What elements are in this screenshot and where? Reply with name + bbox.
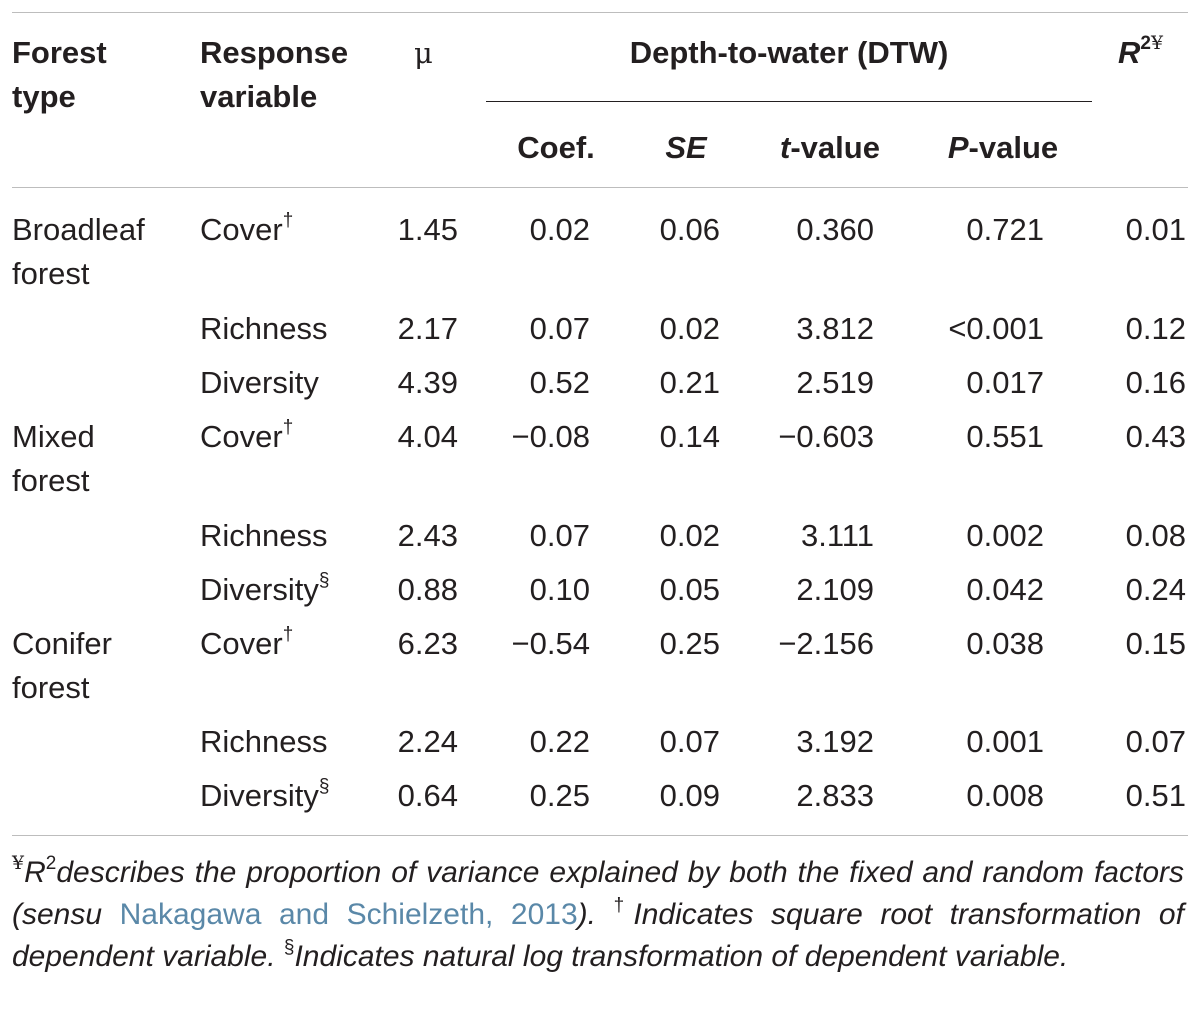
cell-mu: 4.39	[397, 365, 458, 400]
response-variable-text: Cover	[200, 212, 283, 247]
header-forest-type: Forest type	[12, 35, 107, 114]
cell-response-variable	[200, 415, 293, 459]
header-p-rest: -value	[968, 130, 1059, 165]
response-variable-text: Diversity	[200, 572, 319, 607]
header-t-value	[760, 126, 900, 170]
header-p-italic: P	[947, 130, 969, 165]
citation-link[interactable]: Nakagawa and Schielzeth, 2013	[119, 898, 578, 931]
transformation-mark: †	[282, 210, 294, 231]
response-variable-text: Richness	[200, 518, 328, 553]
cell-mu: 2.24	[397, 724, 458, 759]
forest-type-line: Broadleaf	[12, 212, 145, 247]
cell-coef: −0.54	[511, 626, 590, 661]
dtw-group-rule	[486, 101, 1092, 102]
transformation-mark: §	[318, 776, 330, 797]
footnote-text-1: describes the proportion of variance explained by both the fixed and random factors (sensu	[12, 856, 1184, 931]
footnote-r: R	[24, 856, 46, 889]
cell-coef: 0.22	[529, 724, 590, 759]
forest-type-line: forest	[12, 256, 90, 291]
cell-t-value: −0.603	[778, 419, 874, 454]
header-response-variable: Response variable	[200, 35, 349, 114]
header-se: SE	[665, 130, 707, 165]
cell-mu: 6.23	[397, 626, 458, 661]
header-r2-exp: 2	[1140, 33, 1151, 54]
cell-coef: 0.07	[529, 311, 590, 346]
transformation-mark: †	[282, 417, 294, 438]
table-footnote	[12, 852, 1184, 978]
cell-r2: 0.51	[1125, 778, 1186, 813]
header-t-italic: t	[780, 130, 791, 165]
cell-t-value: −2.156	[778, 626, 874, 661]
forest-type-line: forest	[12, 670, 90, 705]
cell-response-variable	[200, 622, 293, 666]
cell-mu: 4.04	[397, 419, 458, 454]
transformation-mark: †	[282, 624, 294, 645]
cell-r2: 0.01	[1125, 212, 1186, 247]
cell-forest-type	[12, 415, 95, 503]
cell-response-variable	[200, 208, 293, 252]
cell-p-value: 0.001	[966, 724, 1044, 759]
cell-t-value: 3.192	[796, 724, 874, 759]
cell-mu: 0.64	[397, 778, 458, 813]
cell-se: 0.05	[659, 572, 720, 607]
cell-r2: 0.08	[1125, 518, 1186, 553]
header-coef: Coef.	[517, 130, 595, 165]
header-p-value	[930, 126, 1076, 170]
response-variable-text: Richness	[200, 724, 328, 759]
cell-t-value: 3.111	[801, 518, 874, 553]
cell-t-value: 3.812	[796, 311, 874, 346]
header-bottom-rule	[12, 187, 1188, 188]
cell-forest-type	[12, 622, 112, 710]
cell-se: 0.07	[659, 724, 720, 759]
header-r2-r: R	[1118, 35, 1141, 70]
cell-p-value: 0.008	[966, 778, 1044, 813]
response-variable-text: Diversity	[200, 365, 319, 400]
cell-p-value: 0.002	[966, 518, 1044, 553]
cell-mu: 2.17	[397, 311, 458, 346]
cell-response-variable	[200, 361, 319, 405]
cell-coef: 0.07	[529, 518, 590, 553]
cell-se: 0.06	[659, 212, 720, 247]
cell-t-value: 2.109	[796, 572, 874, 607]
cell-r2: 0.24	[1125, 572, 1186, 607]
cell-r2: 0.07	[1125, 724, 1186, 759]
cell-se: 0.21	[659, 365, 720, 400]
cell-mu: 1.45	[397, 212, 458, 247]
header-dtw-group: Depth-to-water (DTW)	[629, 35, 949, 70]
cell-se: 0.25	[659, 626, 720, 661]
cell-p-value: 0.721	[966, 212, 1044, 247]
cell-mu: 2.43	[397, 518, 458, 553]
cell-se: 0.09	[659, 778, 720, 813]
cell-se: 0.02	[659, 311, 720, 346]
cell-r2: 0.43	[1125, 419, 1186, 454]
cell-p-value: <0.001	[948, 311, 1044, 346]
forest-type-line: Mixed	[12, 419, 95, 454]
header-r2-yen-mark: ¥	[1150, 32, 1164, 54]
footnote-dagger-mark: †	[613, 895, 634, 916]
cell-mu: 0.88	[397, 572, 458, 607]
cell-response-variable	[200, 514, 328, 558]
footnote-text-3: Indicates square root transformation of dependent variable.	[12, 898, 1184, 973]
cell-response-variable	[200, 307, 328, 351]
header-mu: μ	[414, 36, 433, 70]
cell-response-variable	[200, 720, 328, 764]
forest-type-line: forest	[12, 463, 90, 498]
forest-type-line: Conifer	[12, 626, 112, 661]
cell-t-value: 0.360	[796, 212, 874, 247]
cell-coef: −0.08	[511, 419, 590, 454]
cell-se: 0.02	[659, 518, 720, 553]
cell-response-variable	[200, 568, 329, 612]
cell-p-value: 0.551	[966, 419, 1044, 454]
footnote-text-4: Indicates natural log transformation of dependent variable.	[294, 940, 1069, 973]
response-variable-text: Richness	[200, 311, 328, 346]
cell-t-value: 2.833	[796, 778, 874, 813]
response-variable-text: Diversity	[200, 778, 319, 813]
cell-response-variable	[200, 774, 329, 818]
cell-coef: 0.10	[529, 572, 590, 607]
cell-t-value: 2.519	[796, 365, 874, 400]
footnote-text-2: ).	[577, 898, 614, 931]
cell-r2: 0.16	[1125, 365, 1186, 400]
cell-r2: 0.15	[1125, 626, 1186, 661]
cell-r2: 0.12	[1125, 311, 1186, 346]
footnote-r-exp: 2	[45, 853, 57, 874]
cell-coef: 0.02	[529, 212, 590, 247]
transformation-mark: §	[318, 570, 330, 591]
response-variable-text: Cover	[200, 626, 283, 661]
cell-forest-type	[12, 208, 145, 296]
cell-p-value: 0.042	[966, 572, 1044, 607]
cell-p-value: 0.017	[966, 365, 1044, 400]
cell-coef: 0.25	[529, 778, 590, 813]
top-rule	[12, 12, 1188, 13]
header-t-rest: -value	[790, 130, 880, 165]
cell-se: 0.14	[659, 419, 720, 454]
footnote-yen-mark: ¥	[12, 852, 25, 874]
table-bottom-rule	[12, 835, 1188, 836]
footnote-section-mark: §	[283, 937, 295, 958]
header-r2	[1118, 31, 1163, 75]
cell-p-value: 0.038	[966, 626, 1044, 661]
response-variable-text: Cover	[200, 419, 283, 454]
cell-coef: 0.52	[529, 365, 590, 400]
